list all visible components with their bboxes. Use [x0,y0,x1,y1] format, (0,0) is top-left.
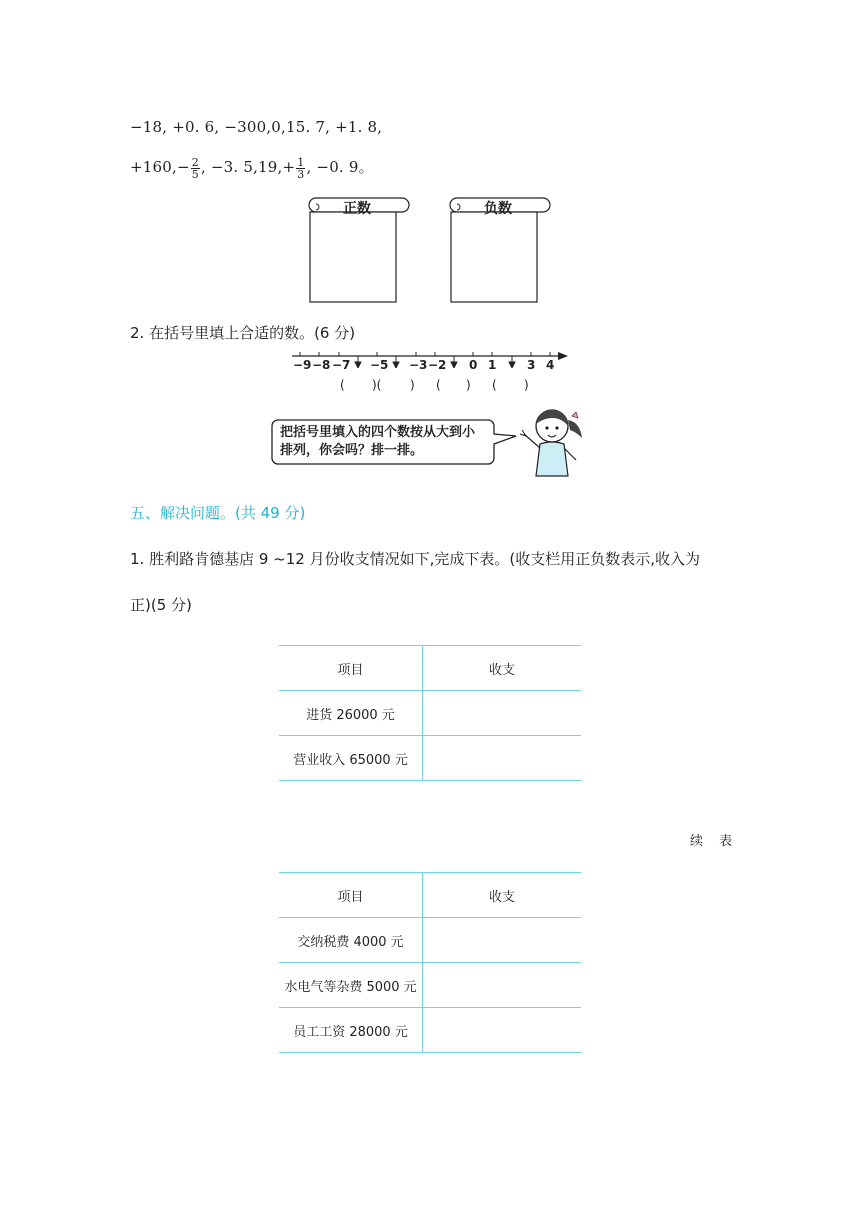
table-cell-answer [423,918,582,963]
fraction-two-fifths: $\frac{2}{5}$ [191,155,199,181]
tick-label: −2 [428,358,447,372]
girl-illustration [518,404,590,478]
table-cell-answer [423,963,582,1008]
positive-box-label: 正数 [343,201,371,217]
number-list-line-2: +160,− $\frac{2}{5}$ , −3. 5,19,+ $\frac{1}{3}$ , −0. 9。 [130,155,374,181]
answer-paren: )( [372,378,382,392]
table-row [279,691,581,736]
income-expense-table-2 [279,872,581,1053]
table-row [279,963,581,1008]
tick-label: 1 [488,358,497,372]
tick-label: −9 [293,358,312,372]
table-header-row [279,646,581,691]
table-header-row [279,873,581,918]
table-row [279,1008,581,1053]
table-row [279,736,581,781]
table-header-cell: 项目 [279,873,423,918]
income-expense-table-1 [279,645,581,781]
table-header-cell: 收支 [423,646,582,691]
answer-paren: ) [524,378,529,392]
question-2-title: 2. 在括号里填上合适的数。(6 分) [130,324,356,342]
section-5-title: 五、解决问题。(共 49 分) [130,504,306,522]
table-row [279,918,581,963]
tick-label: −3 [409,358,428,372]
table-cell-item: 营业收入 65000 元 [279,736,423,781]
table-cell-item: 进货 26000 元 [279,691,423,736]
tick-label: −5 [370,358,389,372]
table-header-cell: 收支 [423,873,582,918]
table-cell-item: 交纳税费 4000 元 [279,918,423,963]
tick-label: 3 [527,358,536,372]
table-cell-item: 水电气等杂费 5000 元 [279,963,423,1008]
table-cell-answer [423,691,582,736]
tick-label: 4 [546,358,555,372]
number-list-line-1: −18, +0. 6, −300,0,15. 7, +1. 8, [130,118,383,136]
fraction-one-third: $\frac{1}{3}$ [297,155,305,181]
answer-paren: ( [492,378,497,392]
table-cell-item: 员工工资 28000 元 [279,1008,423,1053]
answer-paren: ( [436,378,441,392]
speech-bubble-text: 把括号里填入的四个数按从大到小 排列，你会吗？排一排。 [280,425,476,458]
tick-label: −8 [312,358,331,372]
table-cell-answer [423,1008,582,1053]
continued-table-label: 续 表 [690,834,739,849]
tick-label: −7 [332,358,351,372]
question-1-line-2: 正)(5 分) [130,596,192,614]
negative-box-label: 负数 [484,201,512,217]
question-1-line-1: 1. 胜利路肯德基店 9 ~12 月份收支情况如下,完成下表。(收支栏用正负数表示,收入为 [130,550,700,568]
tick-label: 0 [469,358,478,372]
table-cell-answer [423,736,582,781]
answer-paren: ( [340,378,345,392]
answer-paren: ) [410,378,415,392]
answer-paren: ) [466,378,471,392]
table-header-cell: 项目 [279,646,423,691]
